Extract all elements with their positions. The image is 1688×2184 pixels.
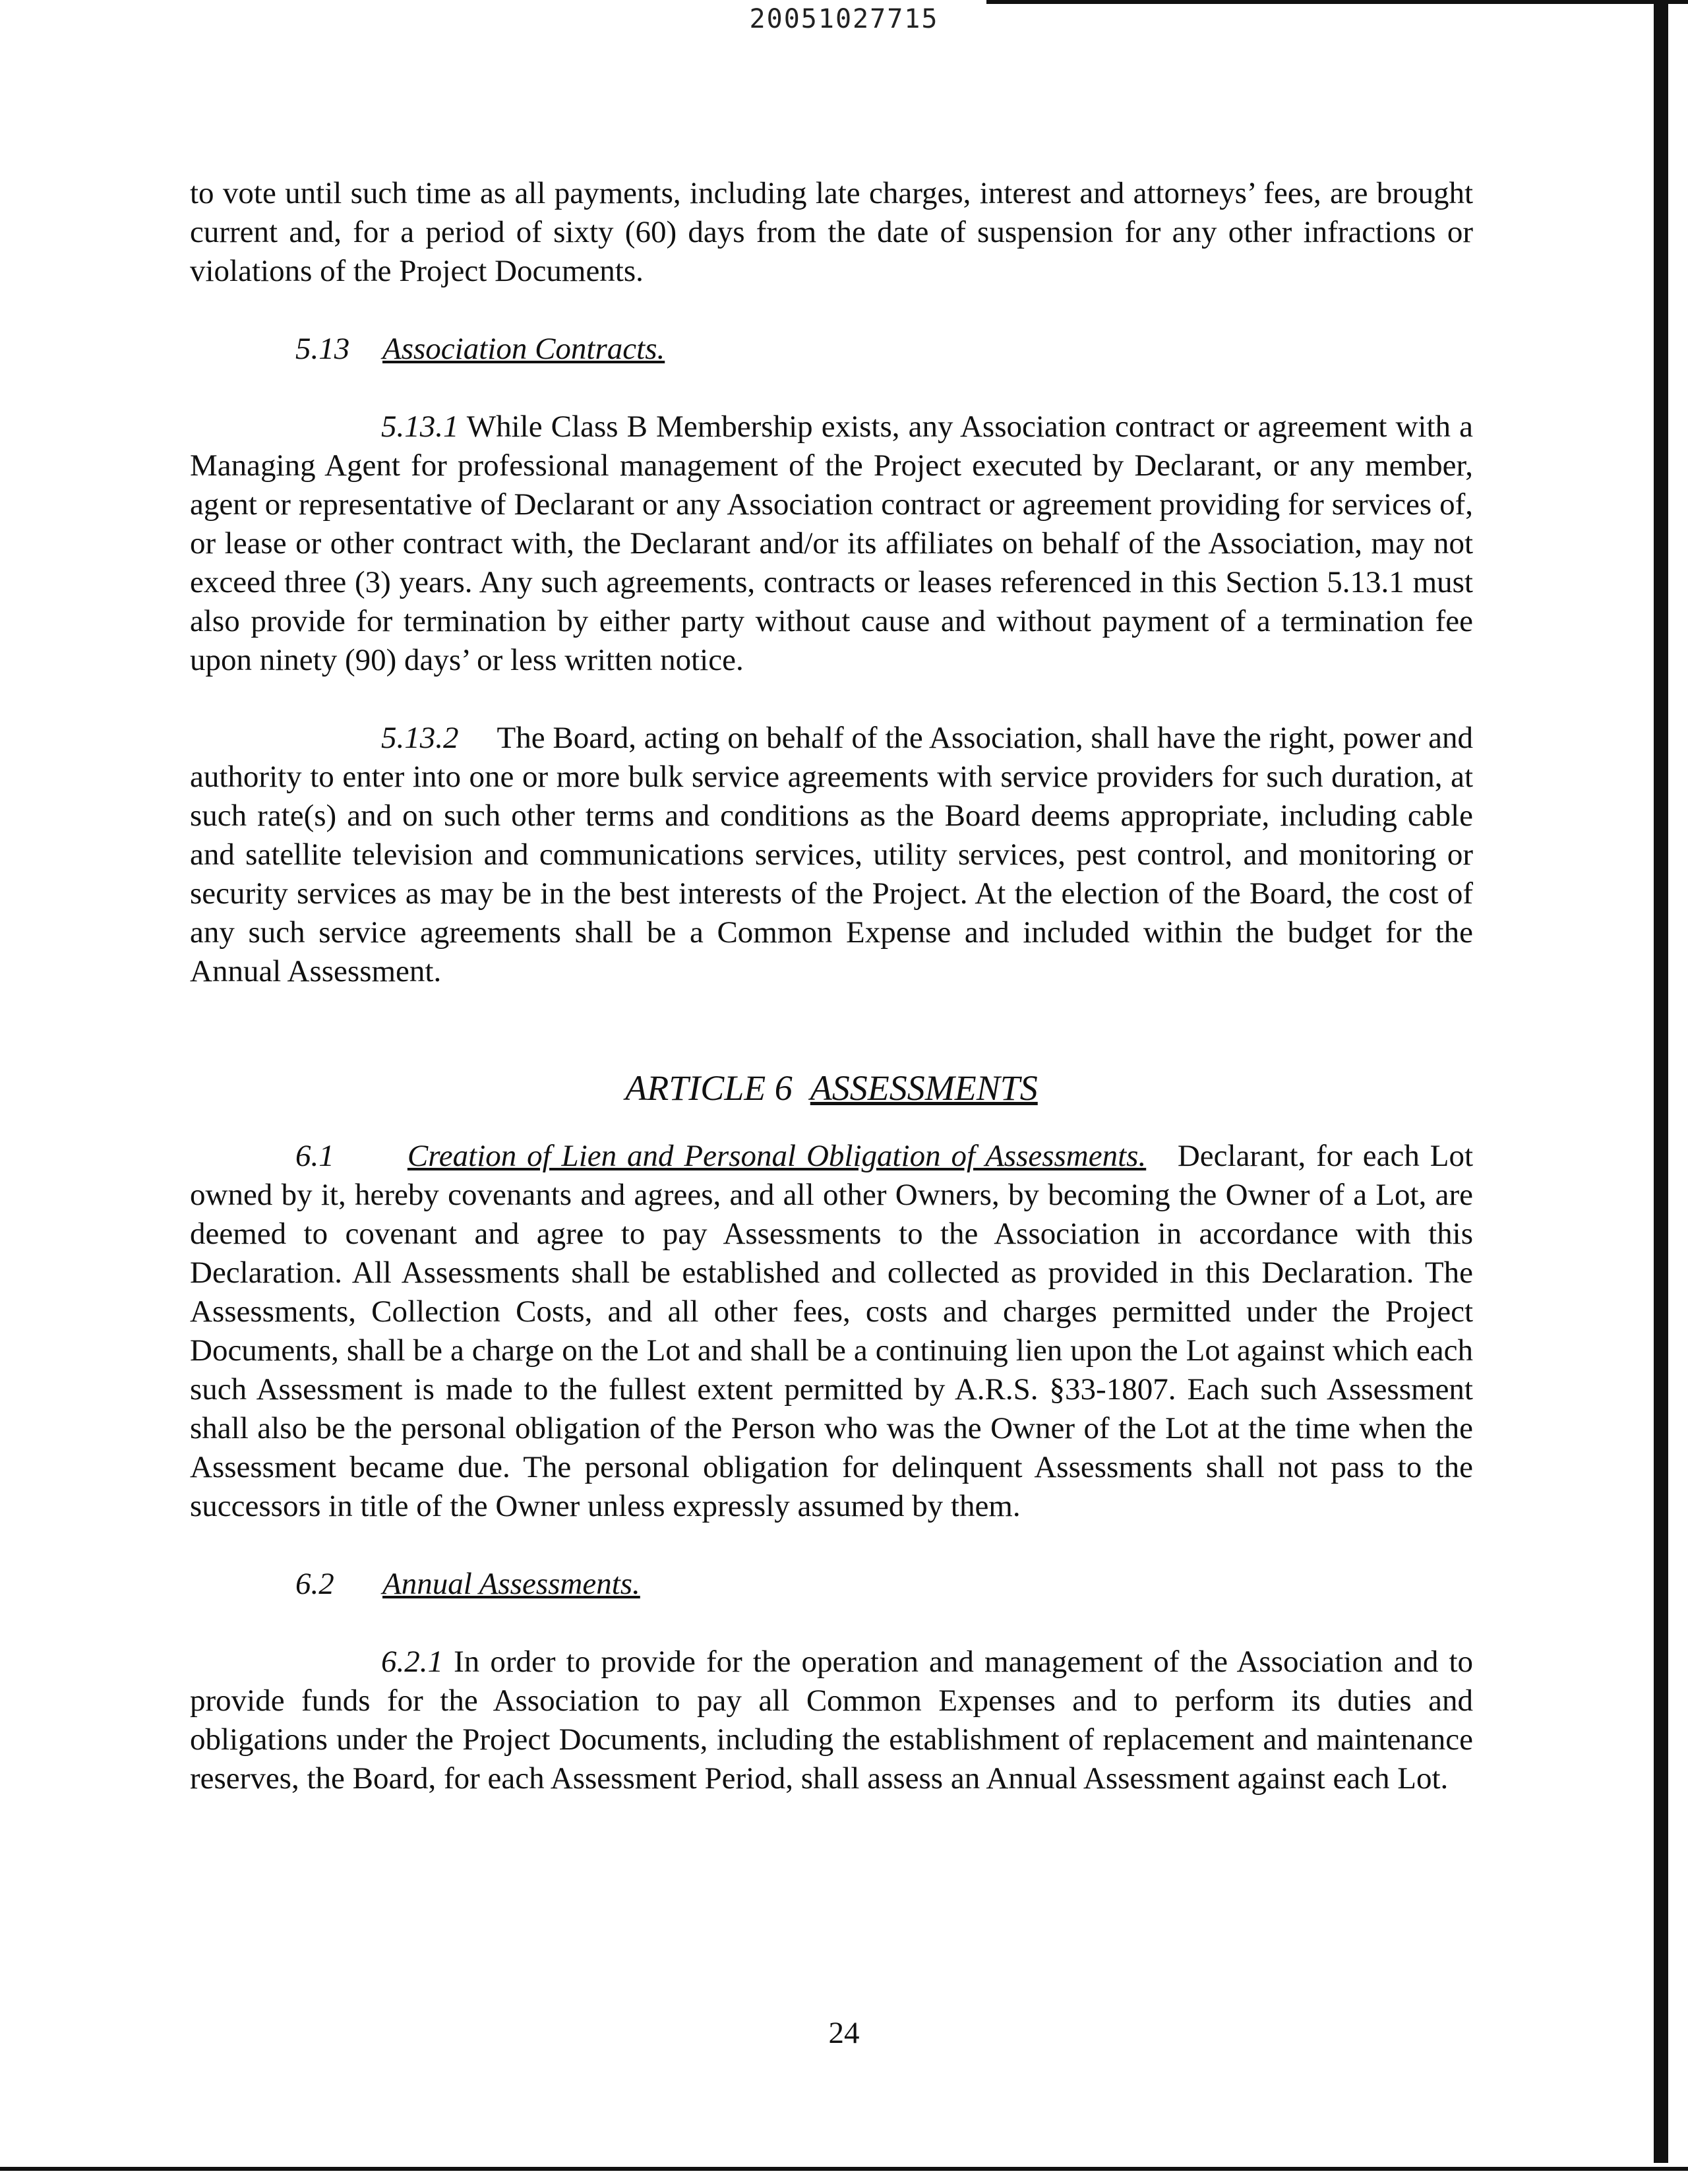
article-title: ASSESSMENTS [810,1068,1038,1108]
section-number: 5.13 [295,332,350,366]
section-title: Creation of Lien and Personal Obligation of Assessments. [407,1139,1147,1173]
section-number: 6.1 [295,1139,334,1173]
recording-number: 20051027715 [749,4,939,34]
section-title: Association Contracts. [382,332,665,366]
section-5-13-1-paragraph [190,408,1473,680]
subsection-text: While Class B Membership exists, any Association contract or agreement with a Managing Agent for professional management of the Project executed by Declarant, or any member, agent or representative of Declarant or any Association contract or agreement providing for services of, or lease or other contract with, the Declarant and/or its affiliates on behalf of the Association, may not exceed three (3) years. Any such agreements, contracts or leases referenced in this Section 5.13.1 must also provide for termination by either party without cause and without payment of a termination fee upon ninety (90) days’ or less written notice. [190,410,1473,677]
section-6-2-1-paragraph [190,1643,1473,1798]
scan-border-right [1654,0,1668,2163]
intro-paragraph: to vote until such time as all payments, including late charges, interest and attorneys’ fees, are brought current and, for a period of sixty (60) days from the date of suspension for any other infractions or violations of the Project Documents. [190,176,1473,288]
subsection-text: The Board, acting on behalf of the Association, shall have the right, power and authority to enter into one or more bulk service agreements with service providers for such duration, at such rate(s) and on such other terms and conditions as the Board deems appropriate, including cable and satellite television and communications services, utility services, pest control, and monitoring or security services as may be in the best interests of the Project. At the election of the Board, the cost of any such service agreements shall be a Common Expense and included within the budget for the Annual Assessment. [190,721,1473,988]
section-5-13-heading [190,330,1473,369]
subsection-number: 5.13.2 [381,721,459,755]
section-number: 6.2 [295,1567,334,1601]
section-5-13-2-paragraph [190,719,1473,991]
page-number: 24 [828,2016,860,2050]
section-text: Declarant, for each Lot owned by it, hereby covenants and agrees, and all other Owners, by becoming the Owner of a Lot, are deemed to covenant and agree to pay Assessments to the Association in accordance with this Declaration. All Assessments shall be established and collected as provided in this Declaration. The Assessments, Collection Costs, and all other fees, costs and charges permitted under the Project Documents, shall be a charge on the Lot and shall be a continuing lien upon the Lot against which each such Assessment is made to the fullest extent permitted by A.R.S. §33-1807. Each such Assessment shall also be the personal obligation of the Person who was the Owner of the Lot at the time when the Assessment became due. The personal obligation for delinquent Assessments shall not pass to the successors in title of the Owner unless expressly assumed by them. [190,1139,1474,1523]
section-6-2-heading [190,1565,1473,1604]
subsection-number: 5.13.1 [381,410,459,444]
article-6-heading [190,1069,1473,1108]
section-title: Annual Assessments. [382,1567,640,1601]
scan-border-bottom [0,2167,1688,2171]
article-label: ARTICLE 6 [625,1068,793,1108]
subsection-number: 6.2.1 [381,1645,443,1679]
section-6-1-paragraph [190,1137,1473,1526]
subsection-text: In order to provide for the operation and management of the Association and to provide funds for the Association to pay all Common Expenses and to perform its duties and obligations under the Project Documents, including the establishment of replacement and maintenance reserves, the Board, for each Assessment Period, shall assess an Annual Assessment against each Lot. [190,1645,1474,1796]
document-body [190,174,1473,1837]
